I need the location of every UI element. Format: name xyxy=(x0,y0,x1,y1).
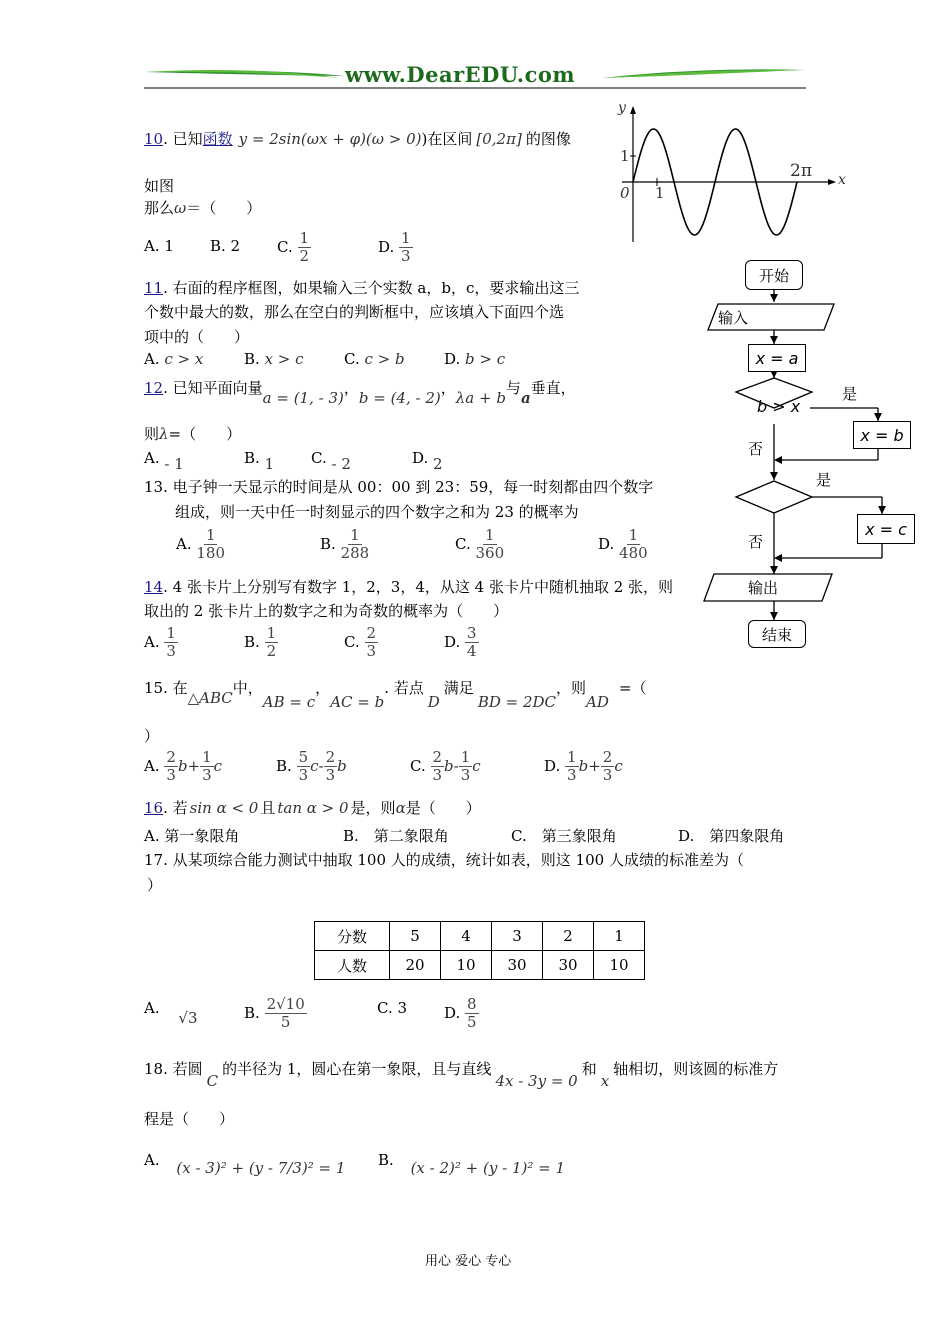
graph-x-label: x xyxy=(838,172,846,188)
flowchart-no-2: 否 xyxy=(748,533,764,551)
q17-score-table xyxy=(314,921,645,980)
q10-number: 10 xyxy=(144,130,164,148)
flowchart-assign-a: x = a xyxy=(748,344,806,372)
q16-option-d: D. 第四象限角 xyxy=(678,827,785,845)
flowchart-no-1: 否 xyxy=(748,440,764,458)
q15-option-d: D. $\frac{1}{3}$ b+ $\frac{2}{3}$ c xyxy=(544,748,623,785)
q15-line-2: ） xyxy=(144,727,160,745)
q14-option-b: B. $\frac{1}{2}$ xyxy=(244,624,277,661)
q10-line-1: 10. 已知函数 y = 2sin(ωx + φ)(ω > 0))在区间 [0,2π] 的图像 xyxy=(144,130,571,148)
q17-option-d: D. $\frac{8}{5}$ xyxy=(444,995,477,1032)
sine-graph xyxy=(600,104,850,244)
q12-line-2: 则λ=（ ） xyxy=(144,425,242,443)
q12-line-1: 12. 已知平面向量a = (1, - 3)，b = (4, - 2)，λa + b与a垂直， xyxy=(144,379,576,407)
q11-option-c: C. c > b xyxy=(344,350,405,368)
flowchart-output: 输出 xyxy=(748,579,779,597)
flowchart-assign-b: x = b xyxy=(853,421,911,449)
q13-option-b: B. $\frac{1}{288}$ xyxy=(320,526,370,563)
q18-option-b: B. (x - 2)² + (y - 1)² = 1 xyxy=(378,1151,565,1177)
graph-two-pi-label: 2π xyxy=(790,161,812,181)
q16-option-c: C. 第三象限角 xyxy=(511,827,617,845)
flowchart-yes-2: 是 xyxy=(816,471,832,489)
header-banner xyxy=(140,62,810,92)
q14-option-c: C. $\frac{2}{3}$ xyxy=(344,624,377,661)
q11-line-3: 项中的（ ） xyxy=(144,328,250,346)
q14-option-a: A. $\frac{1}{3}$ xyxy=(144,624,176,661)
q11-option-a: A. c > x xyxy=(144,350,204,368)
q10-option-c: C. $\frac{1}{2}$ xyxy=(277,229,310,266)
q11-line-2: 个数中最大的数，那么在空白的判断框中，应该填入下面四个选 xyxy=(144,303,565,321)
q18-option-a: A. (x - 3)² + (y - 7/3)² = 1 xyxy=(144,1151,346,1177)
header-logo-text: www.DearEDU.com xyxy=(345,62,576,87)
q17-option-c: C. 3 xyxy=(377,999,408,1017)
table-row: 人数 20 10 30 30 10 xyxy=(315,951,645,980)
q15-option-b: B. $\frac{5}{3}$ c- $\frac{2}{3}$ b xyxy=(276,748,347,785)
q14-line-1: 14. 4 张卡片上分别写有数字 1，2，3，4，从这 4 张卡片中随机抽取 2 张，则 xyxy=(144,578,674,596)
q13-option-c: C. $\frac{1}{360}$ xyxy=(455,526,505,563)
flowchart-input: 输入 xyxy=(718,309,749,327)
q13-line-2: 组成，则一天中任一时刻显示的四个数字之和为 23 的概率为 xyxy=(175,503,579,521)
q16-line-1: 16. 若 sin α < 0 且 tan α > 0 是，则α是（ ） xyxy=(144,799,481,817)
graph-tick-x-one: 1 xyxy=(655,184,665,202)
q18-line-2: 程是（ ） xyxy=(144,1110,235,1128)
q17-option-b: B. $\frac{2√10}{5}$ xyxy=(244,995,305,1032)
q10-line-3: 那么ω＝（ ） xyxy=(144,199,262,217)
graph-tick-y-one: 1 xyxy=(620,147,630,165)
q13-option-a: A. $\frac{1}{180}$ xyxy=(176,526,226,563)
q12-option-b: B. 1 xyxy=(244,449,275,473)
q14-option-d: D. $\frac{3}{4}$ xyxy=(444,624,477,661)
q12-option-d: D. 2 xyxy=(412,449,443,473)
q15-line-1: 15. 在△ABC中，AB = c，AC = b. 若点D满足BD = 2DC，则AD=（ xyxy=(144,679,647,711)
q15-option-c: C. $\frac{2}{3}$ b- $\frac{1}{3}$ c xyxy=(410,748,481,785)
q18-line-1: 18. 若圆C的半径为 1，圆心在第一象限，且与直线4x - 3y = 0和x轴相切，则该圆的标准方 xyxy=(144,1060,779,1090)
flowchart-start: 开始 xyxy=(745,260,803,290)
flowchart-end: 结束 xyxy=(748,620,806,648)
graph-origin-label: 0 xyxy=(620,184,630,202)
flowchart-assign-c: x = c xyxy=(857,514,915,544)
q17-line-2: ） xyxy=(147,876,163,894)
q13-option-d: D. $\frac{1}{480}$ xyxy=(598,526,648,563)
page-footer: 用心 爱心 专心 xyxy=(425,1254,512,1269)
q17-line-1: 17. 从某项综合能力测试中抽取 100 人的成绩，统计如表，则这 100 人成绩的标准差为（ xyxy=(144,851,744,869)
table-row: 分数 5 4 3 2 1 xyxy=(315,922,645,951)
q10-option-d: D. $\frac{1}{3}$ xyxy=(378,229,411,266)
q13-line-1: 13. 电子钟一天显示的时间是从 00：00 到 23：59，每一时刻都由四个数字 xyxy=(144,478,654,496)
q11-option-d: D. b > c xyxy=(444,350,506,368)
q16-option-a: A. 第一象限角 xyxy=(144,827,240,845)
q10-function-link[interactable]: 函数 xyxy=(202,130,233,148)
q10-option-b: B. 2 xyxy=(210,237,241,255)
q12-option-a: A. - 1 xyxy=(144,449,184,473)
flowchart-cond-1: b > x xyxy=(757,397,801,416)
q17-option-a: A. √3 xyxy=(144,999,198,1027)
flowchart-yes-1: 是 xyxy=(842,385,858,403)
q10-option-a: A. 1 xyxy=(144,237,174,255)
q12-option-c: C. - 2 xyxy=(311,449,351,473)
q15-option-a: A. $\frac{2}{3}$ b+ $\frac{1}{3}$ c xyxy=(144,748,223,785)
graph-y-label: y xyxy=(618,100,626,116)
q14-line-2: 取出的 2 张卡片上的数字之和为奇数的概率为（ ） xyxy=(144,602,509,620)
q16-option-b: B. 第二象限角 xyxy=(343,827,449,845)
q10-line-2: 如图 xyxy=(144,177,175,195)
q11-line-1: 11. 右面的程序框图，如果输入三个实数 a，b，c，要求输出这三 xyxy=(144,279,580,297)
q11-option-b: B. x > c xyxy=(244,350,304,368)
